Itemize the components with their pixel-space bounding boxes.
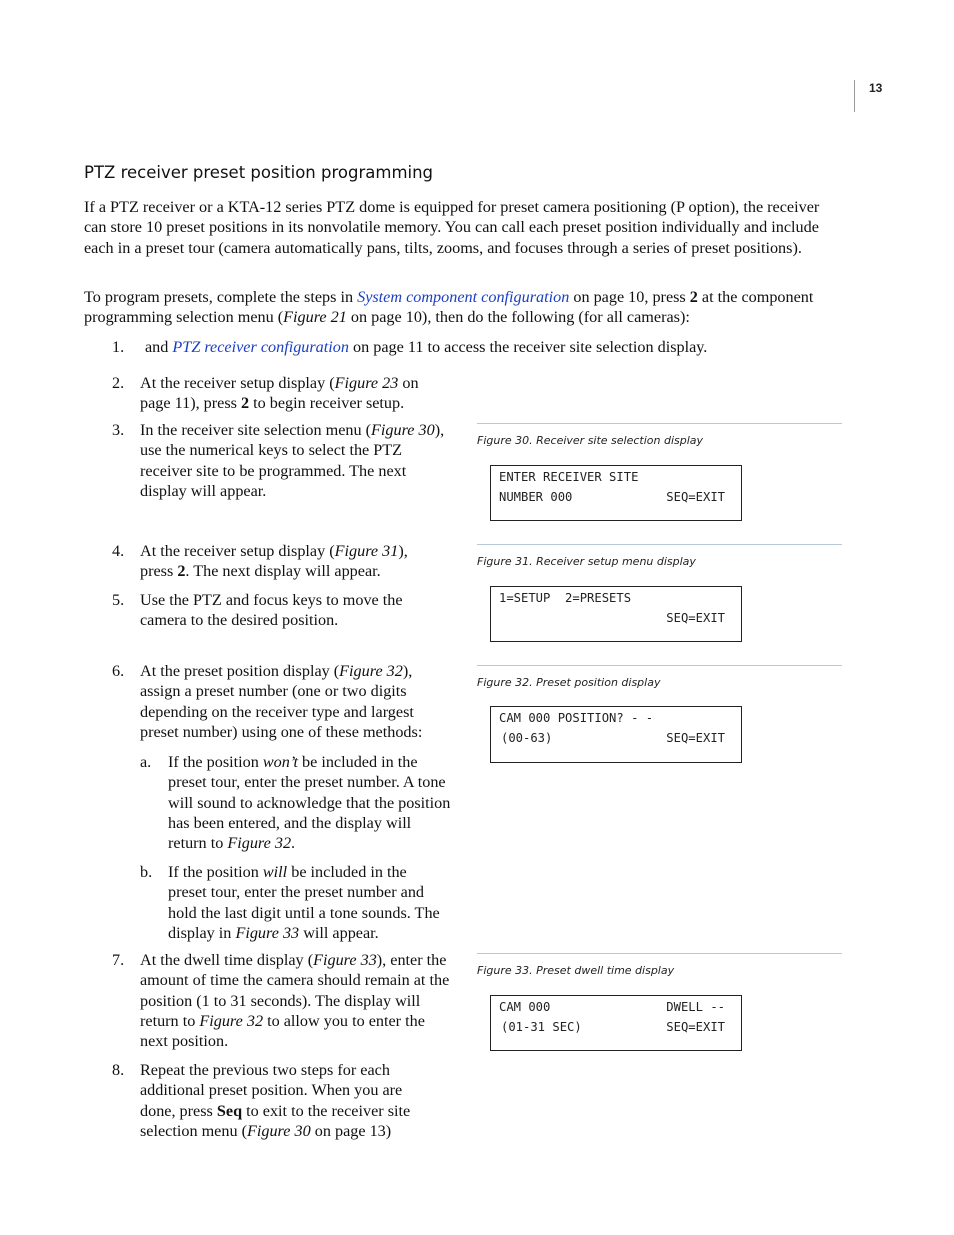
display-line-1: CAM 000 POSITION? - - [499, 711, 654, 725]
page-number-rule [854, 80, 855, 112]
figure-reference: Figure 30 [371, 421, 435, 439]
figure-reference: Figure 32 [199, 1011, 264, 1030]
figure-reference: Figure 30 [246, 1121, 311, 1140]
text: In the receiver site selection menu ( [140, 421, 372, 439]
step-text [168, 752, 453, 853]
display-line-2-right: SEQ=EXIT [666, 490, 725, 504]
figure-31-display [490, 586, 742, 642]
step-text [168, 862, 448, 943]
display-line-1-left: CAM 000 [499, 1000, 551, 1014]
text: be included in the preset tour, enter the preset number. A tone will sound to acknowledge that the position has been entered, and the display will return to [168, 753, 451, 853]
step-text [140, 420, 452, 501]
figure-30-caption: Figure 30. Receiver site selection display [477, 434, 704, 447]
figure-30-display [490, 465, 742, 521]
step-text [145, 337, 845, 357]
text: At the dwell time display ( [140, 951, 314, 969]
step-text [140, 541, 440, 582]
display-line-2-left: NUMBER 000 [499, 490, 573, 504]
emphasis: will [262, 863, 288, 881]
step-number: 6. [112, 662, 125, 680]
display-line-2-left: (01-31 SEC) [501, 1020, 582, 1034]
text: If the position [168, 863, 263, 881]
step-number: 5. [112, 591, 125, 609]
step-number: 4. [112, 542, 125, 560]
figure-33-caption: Figure 33. Preset dwell time display [477, 964, 675, 977]
display-line-2-right: SEQ=EXIT [666, 1020, 725, 1034]
figure-32-display [490, 706, 742, 763]
text: . The next display will appear. [185, 562, 381, 581]
figure-reference: Figure 33 [235, 923, 300, 942]
figure-31-rule [477, 544, 842, 545]
text: At the preset position display ( [140, 662, 340, 680]
text: will appear. [299, 923, 379, 942]
step-letter: a. [140, 753, 152, 771]
section-heading: PTZ receiver preset position programming [84, 163, 434, 182]
step-letter: b. [140, 863, 153, 881]
text: on page 13) [310, 1121, 392, 1140]
text: ), use the numerical keys to select the PTZ receiver site to be programmed. The next display will appear. [140, 421, 445, 500]
text: on page 11 to access the receiver site selection display. [348, 338, 708, 356]
text: to exit to the receiver site selection menu ( [140, 1101, 411, 1140]
text: At the receiver setup display ( [140, 542, 335, 560]
step-text [140, 661, 445, 742]
display-line-1: 1=SETUP 2=PRESETS [499, 591, 632, 605]
text: be included in the preset tour, enter the preset number and hold the last digit until a tone sounds. The display in [168, 863, 440, 942]
key-label: 2 [689, 288, 698, 306]
figure-33-rule [477, 953, 842, 954]
text: ), press [140, 542, 408, 581]
figure-32-caption: Figure 32. Preset position display [477, 676, 661, 689]
text: To program presets, complete the steps in [84, 288, 358, 306]
ptz-receiver-configuration-link[interactable]: PTZ receiver configuration [172, 338, 349, 356]
emphasis: won’t [262, 753, 298, 771]
figure-reference: Figure 31 [334, 542, 399, 560]
step-number: 8. [112, 1061, 125, 1079]
text: At the receiver setup display ( [140, 374, 335, 392]
text: at the component programming selection menu ( [84, 288, 814, 327]
key-label: Seq [216, 1101, 243, 1120]
figure-reference: Figure 32 [227, 834, 292, 853]
step-text: Use the PTZ and focus keys to move the camera to the desired position. [140, 591, 403, 630]
text: ), enter the amount of time the camera should remain at the position (1 to 31 seconds). The display will return to [140, 951, 450, 1030]
display-line-2-right: SEQ=EXIT [666, 611, 725, 625]
text: If the position [168, 753, 263, 771]
step-number: 1. [112, 338, 125, 356]
step-number: 7. [112, 951, 125, 969]
text: to allow you to enter the next position. [140, 1011, 425, 1051]
text: Repeat the previous two steps for each additional preset position. When you are done, press [140, 1061, 403, 1120]
text: on page 10), then do the following (for all cameras): [346, 308, 690, 327]
text: on page 10, press [569, 288, 690, 306]
step-text [140, 1060, 435, 1141]
step-number: 2. [112, 374, 125, 392]
figure-reference: Figure 32 [339, 662, 403, 680]
text: on page 11), press [140, 374, 419, 413]
display-line-2-left: (00-63) [501, 731, 553, 745]
text: and [145, 338, 173, 356]
figure-33-display [490, 995, 742, 1051]
step-text [140, 950, 450, 1051]
step-text [140, 373, 440, 414]
intro-paragraph: If a PTZ receiver or a KTA-12 series PTZ dome is equipped for preset camera positioning (P option), the receiver can store 10 preset positions in its nonvolatile memory. You can call each preset position individually and include each in a preset tour (camera automatically pans, tilts, zooms, and focuses through a series of preset positions). [84, 198, 820, 257]
text: ), assign a preset number (one or two digits depending on the receiver type and largest preset number) using one of these methods: [140, 662, 423, 741]
text: . [291, 834, 296, 853]
figure-reference: Figure 23 [334, 374, 399, 392]
display-line-1-right: DWELL -- [666, 1000, 725, 1014]
figure-31-caption: Figure 31. Receiver setup menu display [477, 555, 696, 568]
step-number: 3. [112, 421, 125, 439]
figure-32-rule [477, 665, 842, 666]
display-line-1: ENTER RECEIVER SITE [499, 470, 639, 484]
instructions-paragraph [84, 287, 844, 328]
figure-reference: Figure 21 [283, 308, 347, 327]
figure-reference: Figure 33 [313, 951, 377, 969]
system-component-configuration-link[interactable]: System component configuration [357, 288, 570, 306]
text: to begin receiver setup. [249, 394, 405, 413]
figure-30-rule [477, 423, 842, 424]
key-label: 2 [241, 394, 250, 413]
page-number: 13 [869, 81, 883, 95]
display-line-2-right: SEQ=EXIT [666, 731, 725, 745]
key-label: 2 [177, 562, 186, 581]
